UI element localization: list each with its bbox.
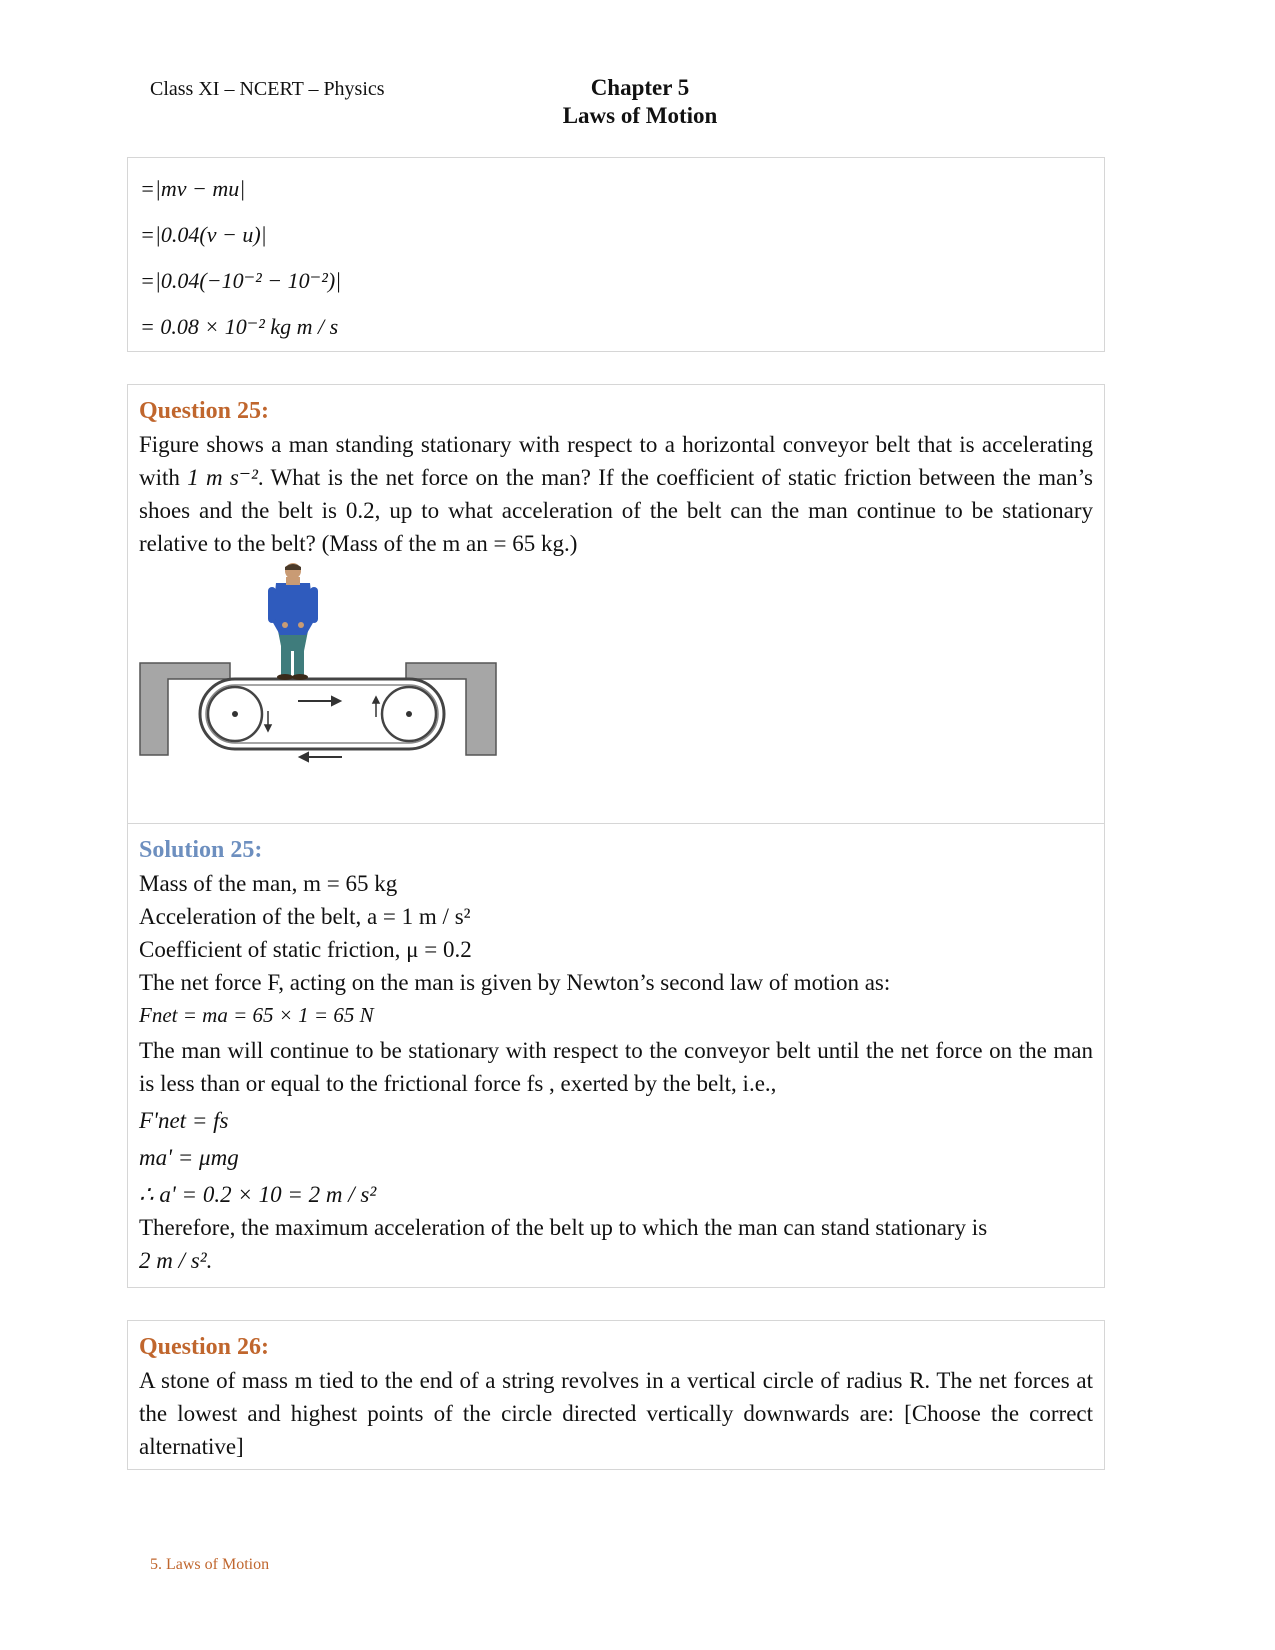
equation-line: =|0.04(−10⁻² − 10⁻²)| (140, 268, 342, 293)
question-text-part: . What is the net force on the man? If the coefficient of static friction between the man’s shoes and the belt is 0.2, up to what acceleration of the belt can the man continue to be stationary relative to the belt? (Mass of the m an = 65 kg.) (139, 465, 1094, 556)
question-heading: Question 25: (139, 398, 270, 424)
solution-line: Mass of the man, m = 65 kg (139, 871, 398, 896)
footer: 5. Laws of Motion (150, 1556, 270, 1573)
question-26-box (127, 1320, 1105, 1470)
equation-net-force: Fnet = ma = 65 × 1 = 65 N (139, 1003, 374, 1027)
solution-paragraph: The man will continue to be stationary with respect to the conveyor belt until the net force on the man is less than or equal to the frictional force fs , exerted by the belt, i.e., (139, 1038, 1093, 1096)
solution-line: The net force F, acting on the man is given by Newton’s second law of motion as: (139, 970, 891, 995)
question-text-part: Figure shows a man standing stationary with respect to a horizontal conveyor belt that is accelerating with (139, 432, 1093, 490)
header-left: Class XI – NCERT – Physics (150, 78, 385, 100)
solution-conclusion: Therefore, the maximum acceleration of the belt up to which the man can stand stationary is (139, 1215, 988, 1240)
question-25-box (127, 384, 1105, 824)
belt-arrow-bottom (300, 753, 342, 761)
equation-result: ∴ a' = 0.2 × 10 = 2 m / s² (139, 1182, 377, 1207)
question-text (139, 428, 1093, 560)
equation-line: =|mv − mu| (140, 176, 246, 201)
solution-line: Coefficient of static friction, μ = 0.2 (139, 937, 472, 962)
chapter-number: Chapter 5 (590, 75, 690, 100)
page-title (520, 74, 760, 130)
acceleration-value: 1 m s⁻² (187, 465, 258, 490)
question-heading: Question 26: (139, 1334, 270, 1360)
chapter-title: Laws of Motion (562, 103, 718, 128)
equation-line: =|0.04(v − u)| (140, 222, 267, 247)
conveyor-belt-figure (138, 561, 508, 781)
question-text: A stone of mass m tied to the end of a string revolves in a vertical circle of radius R. The net forces at the lowest and highest points of the circle directed vertically downwards are: [Choose the correct alternative] (139, 1368, 1093, 1459)
man-figure (268, 563, 318, 680)
equation-mg: ma' = μmg (139, 1145, 239, 1170)
equation-friction: F'net = fs (139, 1108, 229, 1133)
solution-25-box (127, 823, 1105, 1288)
solution-line: Acceleration of the belt, a = 1 m / s² (139, 904, 471, 929)
equation-line: = 0.08 × 10⁻² kg m / s (140, 314, 339, 339)
previous-solution-box (127, 157, 1105, 352)
solution-heading: Solution 25: (139, 837, 263, 863)
solution-answer: 2 m / s². (139, 1248, 213, 1273)
